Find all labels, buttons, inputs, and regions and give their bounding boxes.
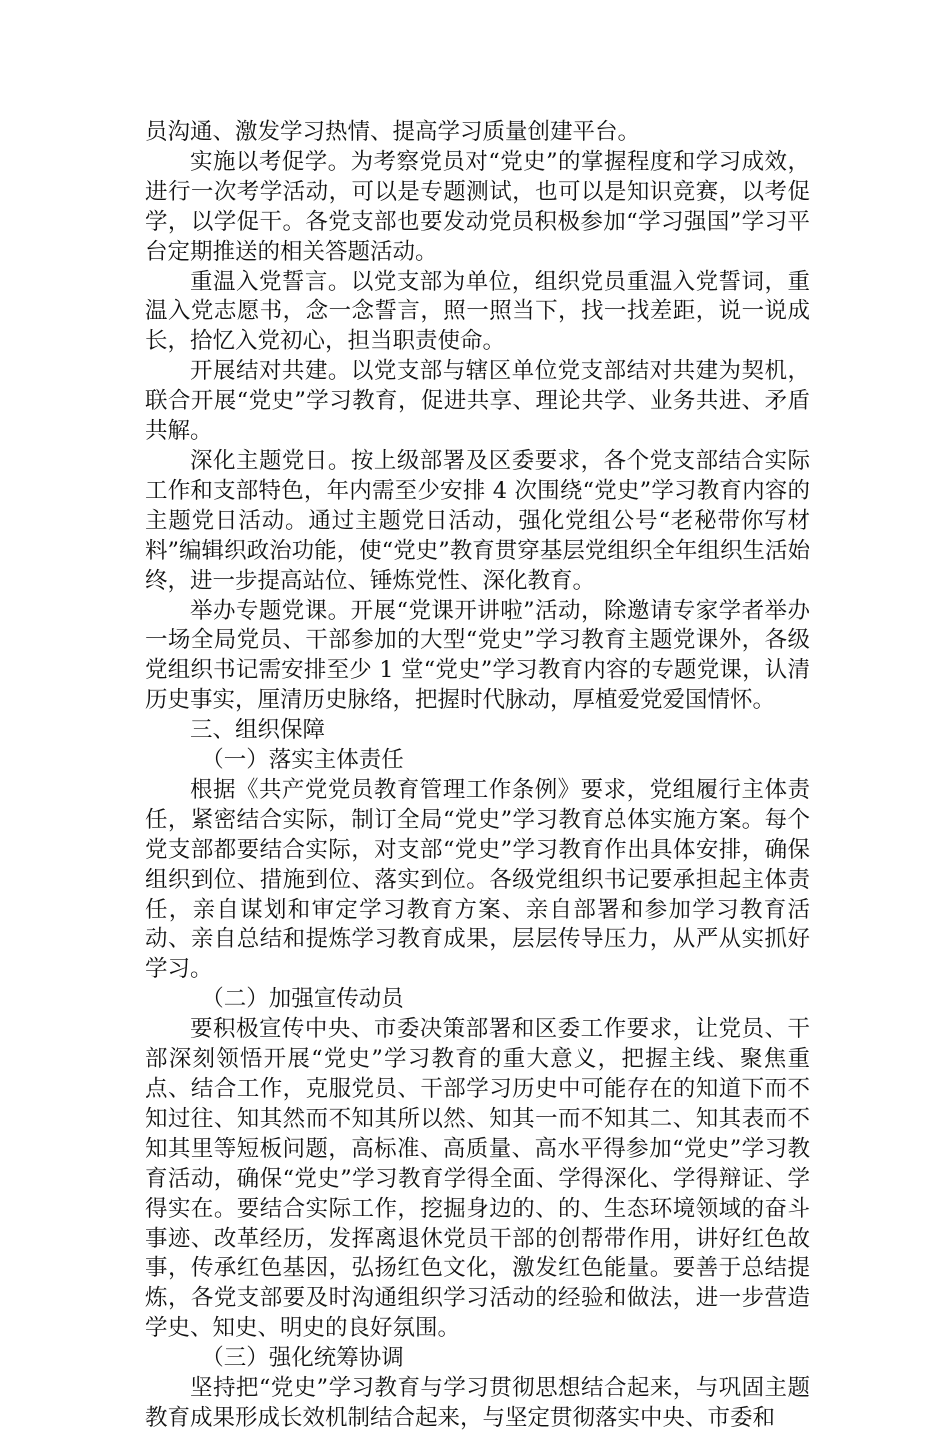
paragraph-theme-day: 深化主题党日。按上级部署及区委要求，各个党支部结合实际工作和支部特色，年内需至少安排 4 次围绕“党史”学习教育内容的主题党日活动。通过主题党日活动，强化党组公号“老秘带你写材料”编辑织政治功能，使“党史”教育贯穿基层党组织全年组织生活始终，进一步提高站位、锤炼党性、深化教育。	[145, 447, 810, 594]
subheading-responsibility: （一）落实主体责任	[201, 747, 404, 774]
paragraph-exam-study: 实施以考促学。为考察党员对“党史”的掌握程度和学习成效，进行一次考学活动，可以是专题测试，也可以是知识竞赛，以考促学，以学促干。各党支部也要发动党员积极参加“学习强国”学习平台定期推送的相关答题活动。	[145, 148, 810, 265]
paragraph-responsibility: 根据《共产党党员教育管理工作条例》要求，党组履行主体责任，紧密结合实际，制订全局“党史”学习教育总体实施方案。每个党支部都要结合实际，对支部“党史”学习教育作出具体安排，确保组织到位、措施到位、落实到位。各级党组织书记要承担起主体责任，亲自谋划和审定学习教育方案、亲自部署和参加学习教育活动、亲自总结和提炼学习教育成果，层层传导压力，从严从实抓好学习。	[145, 776, 810, 983]
paragraph-publicity: 要积极宣传中央、市委决策部署和区委工作要求，让党员、干部深刻领悟开展“党史”学习教育的重大意义，把握主线、聚焦重点、结合工作，克服党员、干部学习历史中可能存在的知道下而不知过往、知其然而不知其所以然、知其一而不知其二、知其表而不知其里等短板问题，高标准、高质量、高水平得参加“党史”学习教育活动，确保“党史”学习教育学得全面、学得深化、学得辩证、学得实在。要结合实际工作，挖掘身边的、的、生态环境领域的奋斗事迹、改革经历，发挥离退休党员干部的创帮带作用，讲好红色故事，传承红色基因，弘扬红色文化，激发红色能量。要善于总结提炼，各党支部要及时沟通组织学习活动的经验和做法，进一步营造学史、知史、明史的良好氛围。	[145, 1016, 810, 1342]
paragraph-continuation: 员沟通、激发学习热情、提高学习质量创建平台。	[145, 119, 641, 145]
paragraph-coordination: 坚持把“党史”学习教育与学习贯彻思想结合起来，与巩固主题教育成果形成长效机制结合起来，与坚定贯彻落实中央、市委和	[145, 1375, 810, 1431]
section-heading-organization: 三、组织保障	[190, 717, 326, 744]
paragraph-oath: 重温入党誓言。以党支部为单位，组织党员重温入党誓词，重温入党志愿书，念一念誓言，照一照当下，找一找差距，说一说成长，拾忆入党初心，担当职责使命。	[145, 268, 810, 355]
subheading-coordination: （三）强化统筹协调	[201, 1345, 404, 1372]
paragraph-lectures: 举办专题党课。开展“党课开讲啦”活动，除邀请专家学者举办一场全局党员、干部参加的大型“党史”学习教育主题党课外，各级党组织书记需安排至少 1 堂“党史”学习教育内容的专题党课，认清历史事实，厘清历史脉络，把握时代脉动，厚植爱党爱国情怀。	[145, 597, 810, 714]
paragraph-pairing: 开展结对共建。以党支部与辖区单位党支部结对共建为契机，联合开展“党史”学习教育，促进共享、理论共学、业务共进、矛盾共解。	[145, 358, 810, 445]
document-page	[145, 118, 810, 1434]
subheading-publicity: （二）加强宣传动员	[201, 986, 404, 1013]
